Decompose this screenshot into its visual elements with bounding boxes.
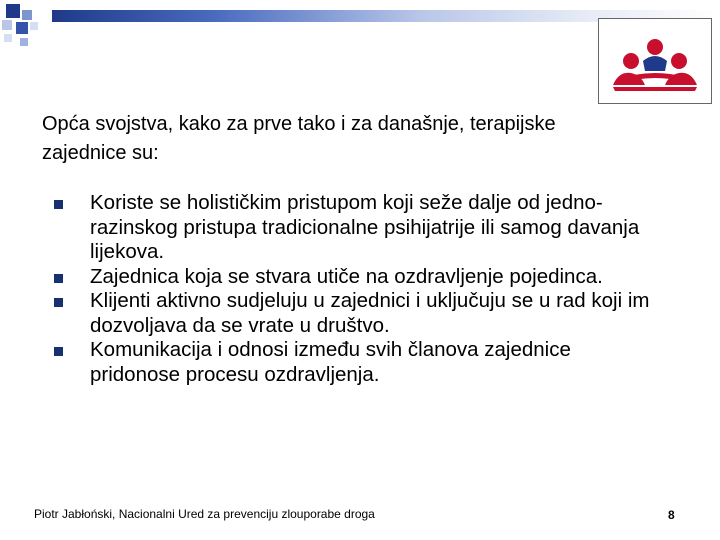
square-bullet-icon — [54, 298, 63, 307]
square-bullet-icon — [54, 200, 63, 209]
square-bullet-icon — [54, 274, 63, 283]
three-figures-logo-icon — [599, 19, 711, 103]
bullet-list — [42, 191, 662, 387]
corner-squares-decoration — [0, 0, 60, 60]
square-bullet-icon — [54, 347, 63, 356]
footer-author: Piotr Jabłoński, Nacionalni Ured za prevenciju zlouporabe droga — [34, 507, 375, 521]
bullet-text: Koriste se holističkim pristupom koji seže dalje od jedno-razinskog pristupa tradicionalne psihijatrije ili samog davanja lijekova. — [90, 191, 640, 263]
slide-title: Opća svojstva, kako za prve tako i za današnje, terapijske zajednice su: — [42, 113, 556, 164]
organization-logo — [598, 18, 712, 104]
bullet-text: Komunikacija i odnosi između svih članova zajednice pridonose procesu ozdravljenja. — [90, 338, 571, 386]
bullet-item — [42, 338, 662, 387]
bullet-text: Klijenti aktivno sudjeluju u zajednici i uključuju se u rad koji im dozvoljava da se vrate u društvo. — [90, 289, 650, 337]
bullet-text: Zajednica koja se stvara utiče na ozdravljenje pojedinca. — [90, 264, 603, 288]
bullet-item — [42, 191, 662, 265]
bullet-item — [42, 265, 662, 290]
page-number: 8 — [668, 508, 675, 522]
bullet-item — [42, 289, 662, 338]
